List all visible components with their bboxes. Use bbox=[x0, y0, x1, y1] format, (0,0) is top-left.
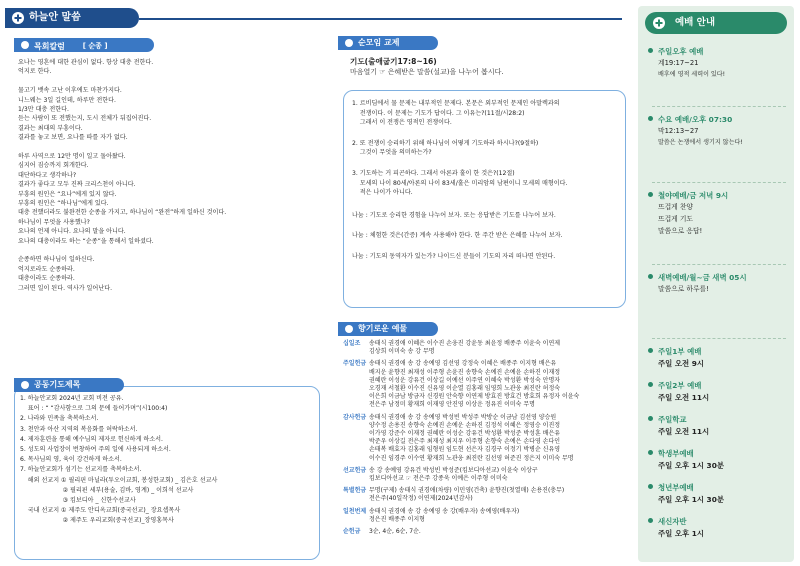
offering-label: 감사헌금 bbox=[343, 413, 367, 421]
prayer-item: 7. 하늘안교회가 섬기는 선교지를 축복하소서. bbox=[20, 466, 142, 474]
column-line: 부흥의 원인은 “하나님”에게 있다. bbox=[18, 200, 109, 208]
service-title-text: 주일1부 예배 bbox=[658, 347, 702, 356]
question-item bbox=[352, 211, 624, 221]
top-header bbox=[0, 8, 622, 28]
service-detail: 말씀은 논쟁에서 생기지 않는다! bbox=[658, 139, 743, 146]
cell-title: 순모임 교제 bbox=[358, 38, 400, 47]
question-line: 1. 르비딤에서 물 문제는 내부적인 문제다. 본문은 외부적인 문제인 아말렉과의 bbox=[352, 100, 560, 107]
service-title bbox=[648, 346, 794, 357]
offering-names-line: 배지운 윤향진 최재성 이주형 손윤진 송향숙 손예진 손예윤 손하진 이재정 bbox=[369, 368, 561, 376]
service-title bbox=[648, 380, 794, 391]
column-paragraphs bbox=[18, 58, 318, 293]
sidebar-divider bbox=[652, 338, 786, 339]
column-line: 요나의 언제 아니다. 요나의 말을 아니다. bbox=[18, 228, 126, 236]
prayer-item: ③ 킴보디아 _ 신한수선교사 bbox=[20, 497, 136, 505]
service-item bbox=[648, 516, 794, 540]
offering-names bbox=[369, 414, 627, 463]
service-title-text: 주일오후 예배 bbox=[658, 47, 704, 56]
offering-names-line: 이수진 임경주 이수연 황재희 노관웅 최진란 김선영 허준진 정은지 이미숙 무명 bbox=[369, 454, 574, 462]
cell-intro-text: 마음열기 ☞ 은혜받은 말씀(설교)을 나누어 봅시다. bbox=[350, 68, 504, 76]
offering-names-line: 송 강 송예영 강유건 박성빈 박성준(킴보디아선교) 이윤숙 이상구 bbox=[369, 466, 538, 474]
prayer-item: 5. 성도의 사업장이 번창하여 주의 일에 사용되게 하소서. bbox=[20, 446, 171, 454]
bullet-icon bbox=[648, 348, 653, 353]
bullet-icon bbox=[648, 450, 653, 455]
bullet-icon bbox=[648, 48, 653, 53]
service-title bbox=[648, 46, 794, 57]
service-title-text: 학생부예배 bbox=[658, 449, 694, 458]
sidebar-header bbox=[645, 12, 787, 34]
column-line: 결과를 놓고 보면, 요나를 따를 자가 없다. bbox=[18, 134, 128, 142]
offering-names-line: 송태식 권경애 송 강 송예영 김선영 강정숙 이혜은 배종주 이지형 배은유 bbox=[369, 360, 557, 368]
bullet-icon bbox=[21, 381, 29, 389]
sidebar-divider bbox=[652, 106, 786, 107]
offering-names bbox=[369, 508, 627, 524]
question-line: 적은 나이가 아니다. bbox=[352, 189, 413, 197]
service-detail: 주일 오후 1시 bbox=[658, 529, 704, 538]
bullet-icon bbox=[345, 39, 353, 47]
offering-names-line: 이은희 이금남 방금자 신경원 안숙향 이연제 방효진 방효건 방효희 유정자 이윤숙 bbox=[369, 393, 580, 401]
question-line: 모세의 나이 80세/아론의 나이 83세/훌은 미리암의 남편이니 모세의 매형이다. bbox=[352, 179, 568, 187]
cell-heading: 기도(출애굽기17:8~16) bbox=[350, 57, 437, 66]
plus-circle-icon bbox=[653, 17, 665, 29]
offering-row bbox=[343, 340, 627, 356]
service-item bbox=[648, 380, 794, 404]
offering-label: 일천번제 bbox=[343, 507, 367, 515]
prayer-item: 3. 천안과 아산 지역의 복음화를 허락하소서. bbox=[20, 425, 138, 433]
bullet-icon bbox=[648, 484, 653, 489]
question-line: 나눔 : 기도로 승리한 경험을 나누어 보자. 또는 응답받은 기도를 나누어 보자. bbox=[352, 211, 556, 219]
question-item bbox=[352, 99, 624, 128]
service-title-text: 수요 예배/오후 07:30 bbox=[658, 115, 733, 124]
service-title bbox=[648, 414, 794, 425]
sidebar-divider bbox=[652, 264, 786, 265]
question-line: 3. 기도하는 거 피곤하다. 그래서 아론과 훌이 한 것은?(12절) bbox=[352, 169, 515, 177]
offering-names-line: 권혜란 이성운 강유건 이상길 이예선 이주연 이혜숙 박성환 박성숙 안명자 bbox=[369, 376, 561, 384]
question-line: 나눔 : 기도의 동역자가 있는가? 나이드신 분들이 기도의 자리 떠나면 안된다. bbox=[352, 252, 556, 260]
paragraph-gap bbox=[18, 77, 318, 86]
offering-names bbox=[369, 487, 627, 503]
service-item bbox=[648, 46, 794, 81]
offering-names-line: 양수정 손용진 송향숙 손예진 손예운 손하진 김정석 이혜은 정영승 이진정 bbox=[369, 421, 561, 429]
offering-names-line: 이가영 강준수 이재정 권혜란 이성순 강유건 박성환 박성준 박성훈 배은유 bbox=[369, 430, 561, 438]
cell-title-pill bbox=[338, 36, 438, 50]
service-detail: 주일 오후 1시 30분 bbox=[658, 461, 724, 470]
question-line: 그래서 이 전쟁은 영적인 전쟁이다. bbox=[352, 119, 452, 127]
worship-sidebar bbox=[638, 6, 794, 562]
bullet-icon bbox=[648, 192, 653, 197]
offering-names-line: 송태식 권경애 이혜은 이수진 손웅진 강윤동 최윤정 배종주 이윤숙 이연제 bbox=[369, 340, 561, 347]
offering-row bbox=[343, 508, 627, 524]
service-detail: 주일 오전 11시 bbox=[658, 393, 710, 402]
service-title-text: 주일학교 bbox=[658, 415, 687, 424]
service-detail: 주일 오후 1시 30분 bbox=[658, 495, 724, 504]
service-title bbox=[648, 114, 794, 125]
bullet-icon bbox=[345, 325, 353, 333]
service-title-text: 새벽예배/월~금 새벽 05시 bbox=[658, 273, 747, 282]
offering-row bbox=[343, 414, 627, 463]
service-item bbox=[648, 272, 794, 295]
offering-label: 주일헌금 bbox=[343, 360, 367, 368]
service-detail: 말씀으로 응답! bbox=[658, 227, 703, 235]
offering-roster bbox=[343, 340, 627, 540]
column-line: 억지로라도 순종하라. bbox=[18, 265, 75, 273]
prayer-item: 국내 선교지 ① 제주도 안디옥교회(중국선교)_ 장요셉목사 bbox=[20, 507, 181, 515]
prayer-item: 표어 : “ “감사함으로 그의 문에 들어가며”(시100:4) bbox=[20, 405, 168, 413]
column-line: 물고기 뱃속 고난 이후에도 마찬가지다. bbox=[18, 87, 122, 95]
prayer-item: 4. 제자훈련을 통해 예수님의 제자로 헌신하게 하소서. bbox=[20, 435, 163, 443]
column-line: 대충이라도 순종하라. bbox=[18, 275, 75, 283]
service-detail: 뜨겁게 기도 bbox=[658, 215, 693, 223]
column-line: 결과는 최대의 부흥이다. bbox=[18, 124, 83, 132]
offering-names-line: 정은진 배종주 이지형 bbox=[369, 515, 425, 523]
service-detail: 막12:13~27 bbox=[658, 127, 699, 135]
offering-names-line: 박준우 이상길 전은주 최재성 최지우 이주형 손향숙 손예은 손다영 손다인 bbox=[369, 438, 561, 446]
column-line: 니느웨는 3일 길인데, 하루만 전한다. bbox=[18, 96, 116, 104]
offering-names-line: 전은주(40일작정) 이연제(2024년감사) bbox=[369, 495, 473, 503]
column-line: 억지로 한다. bbox=[18, 68, 52, 76]
column-line: 요나는 영혼에 대한 관심이 없다. 항상 대충 전한다. bbox=[18, 59, 154, 66]
question-line: 전쟁이다. 이 문제는 기도가 답이다. 그 이유는?(11절/시28:2) bbox=[352, 109, 525, 117]
prayer-item: 6. 목사님의 영, 육이 강건하게 하소서. bbox=[20, 456, 122, 464]
question-line: 나눔 : 체험한 것은(간증) 계속 사용해야 한다. 한 주간 받은 은혜를 나누어 보자. bbox=[352, 232, 563, 240]
question-line: 2. 또 전쟁이 승리하기 위해 하나님이 어떻게 기도하라 하시나?(9절하) bbox=[352, 139, 539, 147]
bullet-icon bbox=[648, 416, 653, 421]
service-detail: 주일 오전 9시 bbox=[658, 359, 704, 368]
service-detail: 뜨겁게 찬양 bbox=[658, 203, 693, 211]
service-title-text: 새신자반 bbox=[658, 517, 687, 526]
offering-names bbox=[369, 467, 627, 483]
paragraph-gap bbox=[18, 143, 318, 152]
header-divider bbox=[139, 18, 622, 20]
column-line: 결과가 좋다고 모두 진짜 크리스천이 아니다. bbox=[18, 181, 136, 189]
offering-label: 순헌금 bbox=[343, 528, 361, 536]
offering-names-line: 킴보디아선교 ☞ 전은주 강종욱 이예은 이주형 이미숙 bbox=[369, 475, 508, 483]
bullet-icon bbox=[648, 116, 653, 121]
column-line: 부흥의 원인은 “요나”에게 있지 않다. bbox=[18, 190, 117, 198]
service-title-text: 청년부예배 bbox=[658, 483, 694, 492]
prayer-title: 공동기도제목 bbox=[34, 380, 81, 389]
service-title bbox=[648, 448, 794, 459]
offering-names-line: 오경재 서철환 이수진 신유영 이순열 김홍래 임영희 노관웅 최진란 허정숙 bbox=[369, 385, 561, 393]
question-item bbox=[352, 252, 624, 262]
header-title: 하늘안 말씀 bbox=[29, 12, 81, 23]
offering-names-line: 3순, 4순, 6순, 7순. bbox=[369, 528, 421, 536]
service-item bbox=[648, 414, 794, 438]
prayer-item: 2. 나라와 민족을 축복하소서. bbox=[20, 415, 99, 423]
column-line: 그러면 일이 된다. 역사가 일어난다. bbox=[18, 284, 113, 292]
service-detail: 주일 오전 11시 bbox=[658, 427, 710, 436]
offering-names bbox=[369, 528, 627, 536]
column-line: 듣는 사람이 또 전했는지, 도시 전체가 뒤집어진다. bbox=[18, 115, 152, 123]
offering-row bbox=[343, 487, 627, 503]
offering-names bbox=[369, 360, 627, 409]
service-title bbox=[648, 482, 794, 493]
question-item bbox=[352, 139, 624, 158]
offering-names-line: 송태식 권경애 송 강 송예영 송 강(배우자) 송예영(배우자) bbox=[369, 507, 520, 515]
offering-title: 향기로운 예물 bbox=[358, 324, 408, 333]
column-line: 하나님이 무엇을 사용했나? bbox=[18, 218, 90, 226]
column-title: 목회칼럼 bbox=[34, 42, 65, 51]
prayer-item: ② 필리핀 세부(용술, 김바, 영계) _ 이희석 선교사 bbox=[20, 486, 194, 494]
offering-row bbox=[343, 467, 627, 483]
column-line: 순종하면 하나님이 일하신다. bbox=[18, 256, 95, 264]
offering-names-line: 송태식 권경애 송 강 송예영 박성빈 박성주 박방순 이금남 김선영 양승원 bbox=[369, 413, 557, 421]
service-title-text: 주일2부 예배 bbox=[658, 381, 702, 390]
bullet-icon bbox=[648, 518, 653, 523]
offering-label: 십일조 bbox=[343, 340, 361, 347]
questions-list bbox=[352, 99, 624, 273]
column-tag: [ 순종 ] bbox=[82, 42, 108, 50]
service-title-text: 철야예배/금 저녁 9시 bbox=[658, 191, 729, 200]
service-detail: 말씀으로 하루를! bbox=[658, 285, 709, 293]
paragraph-gap bbox=[18, 246, 318, 255]
service-item bbox=[648, 114, 794, 149]
question-line: 그것이 무엇을 의미하는가? bbox=[352, 149, 432, 157]
header-pill bbox=[5, 8, 139, 28]
question-item bbox=[352, 231, 624, 241]
bullet-icon bbox=[648, 274, 653, 279]
service-title bbox=[648, 272, 794, 283]
bullet-icon bbox=[21, 41, 29, 49]
column-line: 1/3만 대충 전한다. bbox=[18, 106, 69, 114]
column-line: 대단하다고 생각하나? bbox=[18, 171, 77, 179]
column-line: 대충 전했더라도 불완전한 순종을 가지고, 하나님이 “완전”하게 일하신 것이다. bbox=[18, 209, 227, 217]
cell-intro bbox=[338, 56, 628, 78]
service-item bbox=[648, 346, 794, 370]
prayer-list bbox=[20, 394, 318, 527]
offering-title-pill bbox=[338, 322, 438, 336]
service-item bbox=[648, 482, 794, 506]
offering-names-line: 김상희 이미숙 송 강 무명 bbox=[369, 348, 435, 356]
sidebar-divider bbox=[652, 182, 786, 183]
column-title-pill bbox=[14, 38, 154, 52]
offering-names bbox=[369, 340, 627, 356]
prayer-item: 1. 하늘안교회 2024년 교회 비전 공유. bbox=[20, 395, 124, 402]
service-title bbox=[648, 516, 794, 527]
offering-row bbox=[343, 528, 627, 536]
offering-label: 선교헌금 bbox=[343, 466, 367, 474]
prayer-item: ② 제주도 우리교회(중국선교)_장영홍목사 bbox=[20, 517, 174, 525]
question-item bbox=[352, 169, 624, 198]
column-body bbox=[18, 58, 318, 293]
service-title bbox=[648, 190, 794, 201]
service-detail: 계19:17~21 bbox=[658, 59, 699, 67]
offering-names-line: 무명(구제) 송태식 권경애(차량) 이민영(건축) 윤향진(첫열매) 손용진(충무) bbox=[369, 487, 565, 495]
offering-names-line: 손태복 배효자 김홍래 임형원 임도현 선은자 김경구 이정기 박병순 신유영 bbox=[369, 446, 561, 454]
column-line: 심지어 짐승까지 회개한다. bbox=[18, 162, 89, 170]
bullet-icon bbox=[648, 382, 653, 387]
column-line: 하루 사역으로 12만 명이 일고 돌아왔다. bbox=[18, 153, 126, 161]
sidebar-title: 예배 안내 bbox=[675, 17, 716, 28]
column-line: 요나의 대충이라도 하는 “순종”을 통해서 일하셨다. bbox=[18, 237, 154, 245]
offering-label: 특별헌금 bbox=[343, 487, 367, 495]
prayer-title-pill bbox=[14, 378, 124, 392]
offering-names-line: 전은주 남정미 황재희 이재영 안진영 이상운 정유진 이미숙 무명 bbox=[369, 401, 535, 409]
service-detail: 배후에 영적 세력이 있다! bbox=[658, 71, 726, 78]
plus-circle-icon bbox=[12, 12, 24, 24]
service-item bbox=[648, 190, 794, 237]
offering-row bbox=[343, 360, 627, 409]
service-item bbox=[648, 448, 794, 472]
prayer-item: 해외 선교지 ① 필리핀 마닐라(투오이교회, 봉성한교회) _ 김은호 선교사 bbox=[20, 476, 218, 484]
